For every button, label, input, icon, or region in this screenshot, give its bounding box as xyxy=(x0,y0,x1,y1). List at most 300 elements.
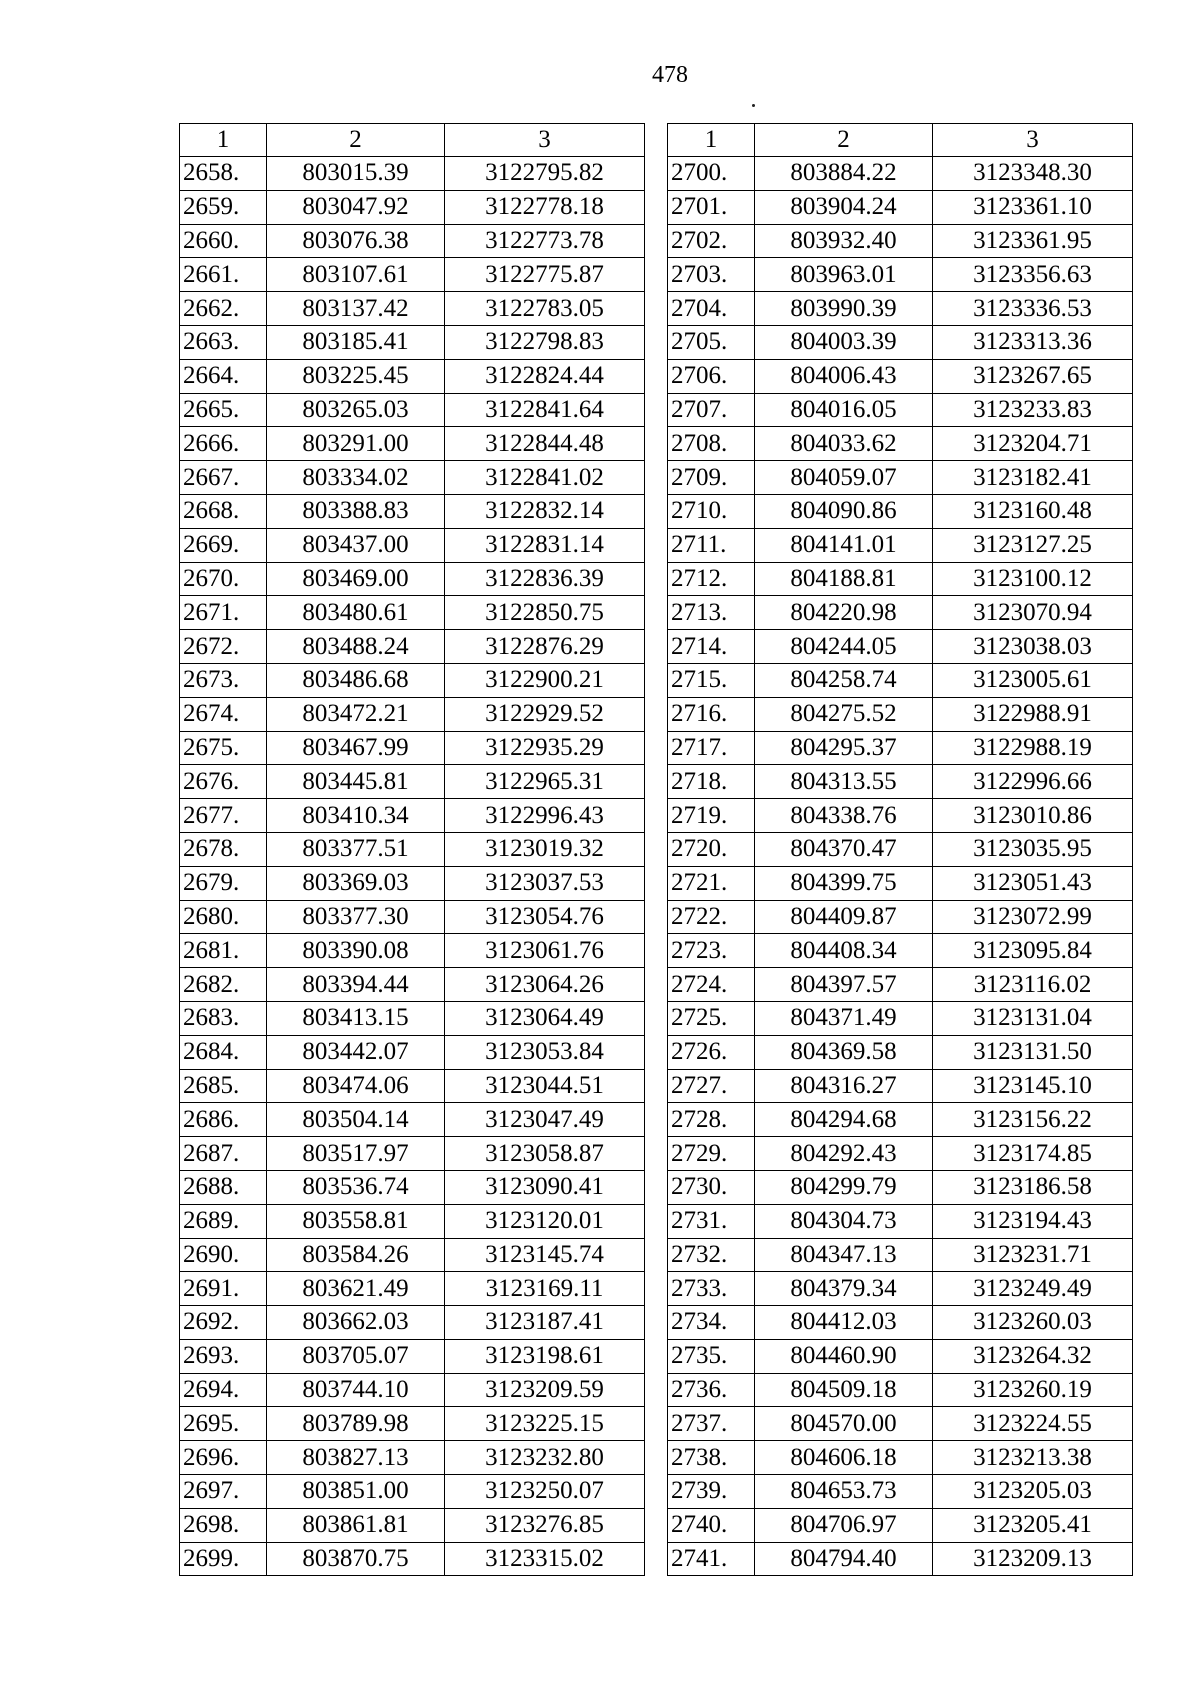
point-number-cell: 2693. xyxy=(180,1339,267,1373)
y-coordinate-cell: 3122935.29 xyxy=(445,731,645,765)
table-row xyxy=(180,596,645,630)
point-number-cell: 2664. xyxy=(180,359,267,393)
x-coordinate-cell: 803474.06 xyxy=(267,1069,445,1103)
x-coordinate-cell: 803504.14 xyxy=(267,1103,445,1137)
table-row xyxy=(668,292,1133,326)
point-number-cell: 2661. xyxy=(180,258,267,292)
x-coordinate-cell: 803437.00 xyxy=(267,528,445,562)
y-coordinate-cell: 3123209.13 xyxy=(933,1542,1133,1576)
point-number-cell: 2719. xyxy=(668,799,755,833)
table-row xyxy=(180,292,645,326)
table-row xyxy=(180,157,645,191)
x-coordinate-cell: 804016.05 xyxy=(755,393,933,427)
y-coordinate-cell: 3123100.12 xyxy=(933,562,1133,596)
x-coordinate-cell: 803990.39 xyxy=(755,292,933,326)
table-row xyxy=(668,1339,1133,1373)
table-row xyxy=(668,461,1133,495)
point-number-cell: 2721. xyxy=(668,866,755,900)
point-number-cell: 2708. xyxy=(668,427,755,461)
point-number-cell: 2685. xyxy=(180,1069,267,1103)
y-coordinate-cell: 3122929.52 xyxy=(445,697,645,731)
table-row xyxy=(668,1069,1133,1103)
point-number-cell: 2715. xyxy=(668,663,755,697)
table-row xyxy=(668,900,1133,934)
table-row xyxy=(668,630,1133,664)
page-number: 478 xyxy=(652,62,688,88)
x-coordinate-cell: 803047.92 xyxy=(267,190,445,224)
point-number-cell: 2678. xyxy=(180,832,267,866)
point-number-cell: 2688. xyxy=(180,1170,267,1204)
y-coordinate-cell: 3122795.82 xyxy=(445,157,645,191)
x-coordinate-cell: 803334.02 xyxy=(267,461,445,495)
point-number-cell: 2703. xyxy=(668,258,755,292)
table-row xyxy=(180,697,645,731)
y-coordinate-cell: 3123072.99 xyxy=(933,900,1133,934)
point-number-cell: 2705. xyxy=(668,325,755,359)
y-coordinate-cell: 3123131.50 xyxy=(933,1035,1133,1069)
x-coordinate-cell: 804347.13 xyxy=(755,1238,933,1272)
x-coordinate-cell: 804338.76 xyxy=(755,799,933,833)
table-row xyxy=(180,258,645,292)
point-number-cell: 2682. xyxy=(180,968,267,1002)
table-row xyxy=(180,1542,645,1576)
point-number-cell: 2683. xyxy=(180,1001,267,1035)
table-row xyxy=(180,799,645,833)
y-coordinate-cell: 3122831.14 xyxy=(445,528,645,562)
point-number-cell: 2711. xyxy=(668,528,755,562)
x-coordinate-cell: 804003.39 xyxy=(755,325,933,359)
table-row xyxy=(180,190,645,224)
x-coordinate-cell: 803137.42 xyxy=(267,292,445,326)
y-coordinate-cell: 3123169.11 xyxy=(445,1272,645,1306)
y-coordinate-cell: 3123054.76 xyxy=(445,900,645,934)
point-number-cell: 2726. xyxy=(668,1035,755,1069)
y-coordinate-cell: 3123249.49 xyxy=(933,1272,1133,1306)
x-coordinate-cell: 804292.43 xyxy=(755,1137,933,1171)
table-row xyxy=(668,1001,1133,1035)
x-coordinate-cell: 803394.44 xyxy=(267,968,445,1002)
table-row xyxy=(668,697,1133,731)
y-coordinate-cell: 3122900.21 xyxy=(445,663,645,697)
x-coordinate-cell: 803377.51 xyxy=(267,832,445,866)
x-coordinate-cell: 803884.22 xyxy=(755,157,933,191)
table-row xyxy=(668,494,1133,528)
x-coordinate-cell: 803291.00 xyxy=(267,427,445,461)
y-coordinate-cell: 3123010.86 xyxy=(933,799,1133,833)
x-coordinate-cell: 803963.01 xyxy=(755,258,933,292)
table-row xyxy=(668,1204,1133,1238)
point-number-cell: 2663. xyxy=(180,325,267,359)
point-number-cell: 2680. xyxy=(180,900,267,934)
x-coordinate-cell: 803472.21 xyxy=(267,697,445,731)
x-coordinate-cell: 803517.97 xyxy=(267,1137,445,1171)
y-coordinate-cell: 3123348.30 xyxy=(933,157,1133,191)
point-number-cell: 2667. xyxy=(180,461,267,495)
point-number-cell: 2733. xyxy=(668,1272,755,1306)
x-coordinate-cell: 804412.03 xyxy=(755,1306,933,1340)
x-coordinate-cell: 804313.55 xyxy=(755,765,933,799)
y-coordinate-cell: 3123037.53 xyxy=(445,866,645,900)
point-number-cell: 2668. xyxy=(180,494,267,528)
y-coordinate-cell: 3123061.76 xyxy=(445,934,645,968)
point-number-cell: 2700. xyxy=(668,157,755,191)
x-coordinate-cell: 804220.98 xyxy=(755,596,933,630)
scan-speck xyxy=(752,104,755,107)
point-number-cell: 2707. xyxy=(668,393,755,427)
table-row xyxy=(668,528,1133,562)
column-header-number: 1 xyxy=(668,124,755,157)
table-row xyxy=(180,393,645,427)
y-coordinate-cell: 3123276.85 xyxy=(445,1508,645,1542)
y-coordinate-cell: 3123044.51 xyxy=(445,1069,645,1103)
point-number-cell: 2675. xyxy=(180,731,267,765)
x-coordinate-cell: 804258.74 xyxy=(755,663,933,697)
point-number-cell: 2690. xyxy=(180,1238,267,1272)
point-number-cell: 2669. xyxy=(180,528,267,562)
table-row xyxy=(180,630,645,664)
point-number-cell: 2732. xyxy=(668,1238,755,1272)
y-coordinate-cell: 3123233.83 xyxy=(933,393,1133,427)
table-row xyxy=(668,1306,1133,1340)
table-row xyxy=(668,596,1133,630)
y-coordinate-cell: 3123205.41 xyxy=(933,1508,1133,1542)
y-coordinate-cell: 3123058.87 xyxy=(445,1137,645,1171)
table-row xyxy=(180,1035,645,1069)
y-coordinate-cell: 3123064.49 xyxy=(445,1001,645,1035)
y-coordinate-cell: 3123186.58 xyxy=(933,1170,1133,1204)
y-coordinate-cell: 3122841.64 xyxy=(445,393,645,427)
table-row xyxy=(668,1373,1133,1407)
point-number-cell: 2672. xyxy=(180,630,267,664)
table-row xyxy=(668,832,1133,866)
column-header-x: 2 xyxy=(755,124,933,157)
point-number-cell: 2692. xyxy=(180,1306,267,1340)
x-coordinate-cell: 803445.81 xyxy=(267,765,445,799)
table-row xyxy=(668,157,1133,191)
point-number-cell: 2681. xyxy=(180,934,267,968)
x-coordinate-cell: 803744.10 xyxy=(267,1373,445,1407)
y-coordinate-cell: 3123120.01 xyxy=(445,1204,645,1238)
table-row xyxy=(668,325,1133,359)
point-number-cell: 2740. xyxy=(668,1508,755,1542)
x-coordinate-cell: 803861.81 xyxy=(267,1508,445,1542)
table-row xyxy=(180,325,645,359)
point-number-cell: 2702. xyxy=(668,224,755,258)
y-coordinate-cell: 3122783.05 xyxy=(445,292,645,326)
x-coordinate-cell: 804294.68 xyxy=(755,1103,933,1137)
point-number-cell: 2670. xyxy=(180,562,267,596)
point-number-cell: 2706. xyxy=(668,359,755,393)
y-coordinate-cell: 3123313.36 xyxy=(933,325,1133,359)
y-coordinate-cell: 3123231.71 xyxy=(933,1238,1133,1272)
x-coordinate-cell: 803107.61 xyxy=(267,258,445,292)
table-row xyxy=(180,731,645,765)
point-number-cell: 2694. xyxy=(180,1373,267,1407)
y-coordinate-cell: 3123260.19 xyxy=(933,1373,1133,1407)
y-coordinate-cell: 3123051.43 xyxy=(933,866,1133,900)
y-coordinate-cell: 3123260.03 xyxy=(933,1306,1133,1340)
table-row xyxy=(668,1238,1133,1272)
table-row xyxy=(180,1306,645,1340)
table-row xyxy=(180,1204,645,1238)
y-coordinate-cell: 3123356.63 xyxy=(933,258,1133,292)
table-row xyxy=(668,1508,1133,1542)
y-coordinate-cell: 3123315.02 xyxy=(445,1542,645,1576)
table-row xyxy=(668,1407,1133,1441)
table-row xyxy=(180,663,645,697)
point-number-cell: 2720. xyxy=(668,832,755,866)
y-coordinate-cell: 3122773.78 xyxy=(445,224,645,258)
x-coordinate-cell: 803536.74 xyxy=(267,1170,445,1204)
point-number-cell: 2697. xyxy=(180,1475,267,1509)
y-coordinate-cell: 3122844.48 xyxy=(445,427,645,461)
x-coordinate-cell: 804006.43 xyxy=(755,359,933,393)
table-row xyxy=(668,1103,1133,1137)
x-coordinate-cell: 804399.75 xyxy=(755,866,933,900)
point-number-cell: 2710. xyxy=(668,494,755,528)
x-coordinate-cell: 804275.52 xyxy=(755,697,933,731)
x-coordinate-cell: 804397.57 xyxy=(755,968,933,1002)
point-number-cell: 2699. xyxy=(180,1542,267,1576)
x-coordinate-cell: 803584.26 xyxy=(267,1238,445,1272)
table-row xyxy=(668,1170,1133,1204)
y-coordinate-cell: 3123205.03 xyxy=(933,1475,1133,1509)
x-coordinate-cell: 803851.00 xyxy=(267,1475,445,1509)
point-number-cell: 2695. xyxy=(180,1407,267,1441)
y-coordinate-cell: 3123264.32 xyxy=(933,1339,1133,1373)
table-row xyxy=(180,1508,645,1542)
x-coordinate-cell: 803469.00 xyxy=(267,562,445,596)
table-row xyxy=(180,934,645,968)
y-coordinate-cell: 3122798.83 xyxy=(445,325,645,359)
x-coordinate-cell: 803789.98 xyxy=(267,1407,445,1441)
point-number-cell: 2734. xyxy=(668,1306,755,1340)
y-coordinate-cell: 3123224.55 xyxy=(933,1407,1133,1441)
table-header-row xyxy=(180,124,645,157)
y-coordinate-cell: 3123267.65 xyxy=(933,359,1133,393)
x-coordinate-cell: 804141.01 xyxy=(755,528,933,562)
table-row xyxy=(180,900,645,934)
table-row xyxy=(668,359,1133,393)
x-coordinate-cell: 803827.13 xyxy=(267,1441,445,1475)
point-number-cell: 2729. xyxy=(668,1137,755,1171)
x-coordinate-cell: 804090.86 xyxy=(755,494,933,528)
y-coordinate-cell: 3123204.71 xyxy=(933,427,1133,461)
y-coordinate-cell: 3123053.84 xyxy=(445,1035,645,1069)
point-number-cell: 2737. xyxy=(668,1407,755,1441)
y-coordinate-cell: 3122996.43 xyxy=(445,799,645,833)
y-coordinate-cell: 3122988.91 xyxy=(933,697,1133,731)
table-row xyxy=(668,1441,1133,1475)
y-coordinate-cell: 3122841.02 xyxy=(445,461,645,495)
x-coordinate-cell: 804370.47 xyxy=(755,832,933,866)
point-number-cell: 2736. xyxy=(668,1373,755,1407)
y-coordinate-cell: 3123145.10 xyxy=(933,1069,1133,1103)
x-coordinate-cell: 804316.27 xyxy=(755,1069,933,1103)
point-number-cell: 2716. xyxy=(668,697,755,731)
table-row xyxy=(180,1238,645,1272)
table-row xyxy=(180,1407,645,1441)
table-row xyxy=(668,190,1133,224)
y-coordinate-cell: 3122832.14 xyxy=(445,494,645,528)
y-coordinate-cell: 3123019.32 xyxy=(445,832,645,866)
table-row xyxy=(668,562,1133,596)
x-coordinate-cell: 803442.07 xyxy=(267,1035,445,1069)
table-row xyxy=(180,1069,645,1103)
coordinates-table-left xyxy=(179,123,645,1576)
x-coordinate-cell: 803225.45 xyxy=(267,359,445,393)
column-header-y: 3 xyxy=(933,124,1133,157)
y-coordinate-cell: 3123005.61 xyxy=(933,663,1133,697)
x-coordinate-cell: 804299.79 xyxy=(755,1170,933,1204)
point-number-cell: 2660. xyxy=(180,224,267,258)
table-row xyxy=(180,1339,645,1373)
table-row xyxy=(180,461,645,495)
x-coordinate-cell: 803870.75 xyxy=(267,1542,445,1576)
column-header-x: 2 xyxy=(267,124,445,157)
x-coordinate-cell: 803377.30 xyxy=(267,900,445,934)
table-row xyxy=(668,224,1133,258)
y-coordinate-cell: 3123174.85 xyxy=(933,1137,1133,1171)
table-row xyxy=(180,1001,645,1035)
point-number-cell: 2739. xyxy=(668,1475,755,1509)
point-number-cell: 2701. xyxy=(668,190,755,224)
point-number-cell: 2718. xyxy=(668,765,755,799)
x-coordinate-cell: 804409.87 xyxy=(755,900,933,934)
point-number-cell: 2741. xyxy=(668,1542,755,1576)
y-coordinate-cell: 3123035.95 xyxy=(933,832,1133,866)
x-coordinate-cell: 803932.40 xyxy=(755,224,933,258)
y-coordinate-cell: 3122965.31 xyxy=(445,765,645,799)
y-coordinate-cell: 3123116.02 xyxy=(933,968,1133,1002)
table-row xyxy=(180,968,645,1002)
y-coordinate-cell: 3123361.95 xyxy=(933,224,1133,258)
table-row xyxy=(180,1137,645,1171)
y-coordinate-cell: 3123194.43 xyxy=(933,1204,1133,1238)
y-coordinate-cell: 3122778.18 xyxy=(445,190,645,224)
table-row xyxy=(180,359,645,393)
point-number-cell: 2698. xyxy=(180,1508,267,1542)
y-coordinate-cell: 3123145.74 xyxy=(445,1238,645,1272)
point-number-cell: 2665. xyxy=(180,393,267,427)
point-number-cell: 2731. xyxy=(668,1204,755,1238)
table-row xyxy=(668,258,1133,292)
point-number-cell: 2713. xyxy=(668,596,755,630)
x-coordinate-cell: 804706.97 xyxy=(755,1508,933,1542)
y-coordinate-cell: 3122836.39 xyxy=(445,562,645,596)
point-number-cell: 2728. xyxy=(668,1103,755,1137)
y-coordinate-cell: 3123047.49 xyxy=(445,1103,645,1137)
table-row xyxy=(180,866,645,900)
x-coordinate-cell: 803662.03 xyxy=(267,1306,445,1340)
point-number-cell: 2714. xyxy=(668,630,755,664)
table-row xyxy=(668,765,1133,799)
x-coordinate-cell: 804188.81 xyxy=(755,562,933,596)
x-coordinate-cell: 803369.03 xyxy=(267,866,445,900)
point-number-cell: 2658. xyxy=(180,157,267,191)
table-row xyxy=(668,663,1133,697)
point-number-cell: 2689. xyxy=(180,1204,267,1238)
point-number-cell: 2687. xyxy=(180,1137,267,1171)
x-coordinate-cell: 804304.73 xyxy=(755,1204,933,1238)
table-row xyxy=(180,427,645,461)
y-coordinate-cell: 3122996.66 xyxy=(933,765,1133,799)
x-coordinate-cell: 803467.99 xyxy=(267,731,445,765)
y-coordinate-cell: 3123225.15 xyxy=(445,1407,645,1441)
point-number-cell: 2659. xyxy=(180,190,267,224)
x-coordinate-cell: 804570.00 xyxy=(755,1407,933,1441)
x-coordinate-cell: 803185.41 xyxy=(267,325,445,359)
table-row xyxy=(668,799,1133,833)
y-coordinate-cell: 3123232.80 xyxy=(445,1441,645,1475)
y-coordinate-cell: 3123156.22 xyxy=(933,1103,1133,1137)
table-row xyxy=(180,562,645,596)
x-coordinate-cell: 803558.81 xyxy=(267,1204,445,1238)
x-coordinate-cell: 804371.49 xyxy=(755,1001,933,1035)
point-number-cell: 2671. xyxy=(180,596,267,630)
table-row xyxy=(180,528,645,562)
x-coordinate-cell: 803410.34 xyxy=(267,799,445,833)
y-coordinate-cell: 3123131.04 xyxy=(933,1001,1133,1035)
x-coordinate-cell: 804244.05 xyxy=(755,630,933,664)
y-coordinate-cell: 3122850.75 xyxy=(445,596,645,630)
point-number-cell: 2725. xyxy=(668,1001,755,1035)
point-number-cell: 2724. xyxy=(668,968,755,1002)
x-coordinate-cell: 803904.24 xyxy=(755,190,933,224)
y-coordinate-cell: 3122775.87 xyxy=(445,258,645,292)
coordinates-table-right xyxy=(667,123,1133,1576)
table-row xyxy=(668,934,1133,968)
x-coordinate-cell: 804379.34 xyxy=(755,1272,933,1306)
x-coordinate-cell: 803486.68 xyxy=(267,663,445,697)
table-row xyxy=(668,1137,1133,1171)
point-number-cell: 2696. xyxy=(180,1441,267,1475)
x-coordinate-cell: 803705.07 xyxy=(267,1339,445,1373)
point-number-cell: 2666. xyxy=(180,427,267,461)
x-coordinate-cell: 804606.18 xyxy=(755,1441,933,1475)
y-coordinate-cell: 3123160.48 xyxy=(933,494,1133,528)
table-header-row xyxy=(668,124,1133,157)
point-number-cell: 2662. xyxy=(180,292,267,326)
table-row xyxy=(180,765,645,799)
y-coordinate-cell: 3123070.94 xyxy=(933,596,1133,630)
y-coordinate-cell: 3123361.10 xyxy=(933,190,1133,224)
y-coordinate-cell: 3123182.41 xyxy=(933,461,1133,495)
y-coordinate-cell: 3123095.84 xyxy=(933,934,1133,968)
x-coordinate-cell: 804369.58 xyxy=(755,1035,933,1069)
table-row xyxy=(180,1475,645,1509)
table-row xyxy=(668,1475,1133,1509)
point-number-cell: 2673. xyxy=(180,663,267,697)
y-coordinate-cell: 3123187.41 xyxy=(445,1306,645,1340)
column-header-y: 3 xyxy=(445,124,645,157)
point-number-cell: 2712. xyxy=(668,562,755,596)
y-coordinate-cell: 3123198.61 xyxy=(445,1339,645,1373)
y-coordinate-cell: 3123127.25 xyxy=(933,528,1133,562)
table-row xyxy=(668,393,1133,427)
point-number-cell: 2738. xyxy=(668,1441,755,1475)
point-number-cell: 2676. xyxy=(180,765,267,799)
point-number-cell: 2727. xyxy=(668,1069,755,1103)
x-coordinate-cell: 804059.07 xyxy=(755,461,933,495)
x-coordinate-cell: 803390.08 xyxy=(267,934,445,968)
x-coordinate-cell: 804408.34 xyxy=(755,934,933,968)
table-row xyxy=(668,968,1133,1002)
point-number-cell: 2674. xyxy=(180,697,267,731)
y-coordinate-cell: 3123064.26 xyxy=(445,968,645,1002)
table-row xyxy=(180,494,645,528)
x-coordinate-cell: 803413.15 xyxy=(267,1001,445,1035)
